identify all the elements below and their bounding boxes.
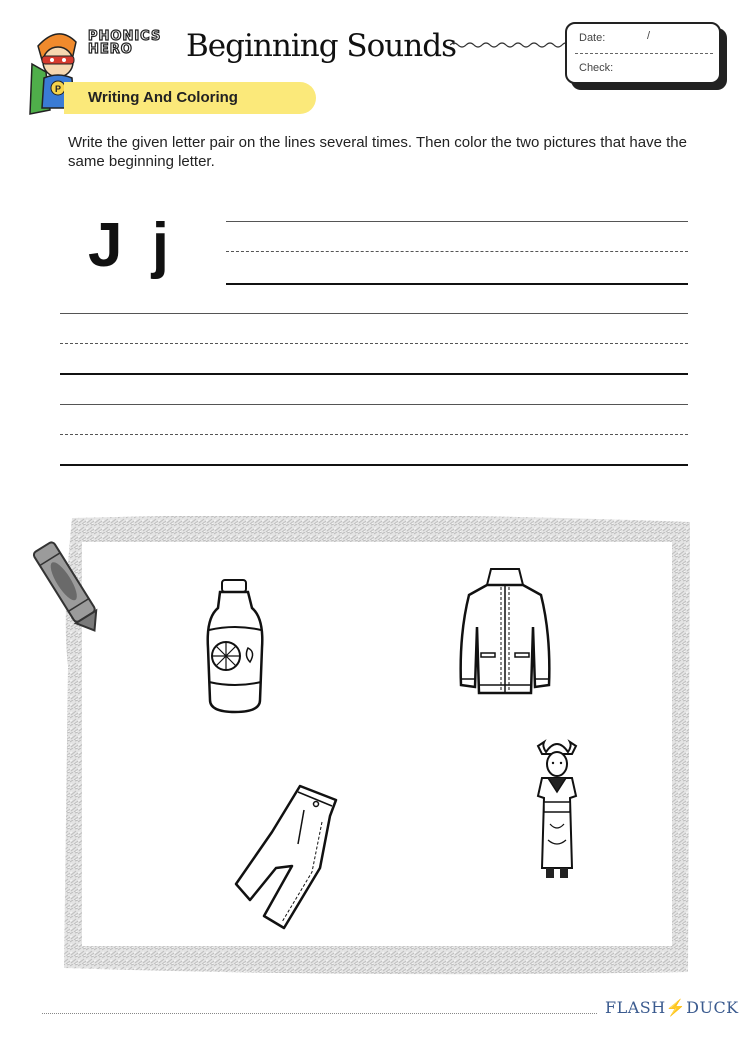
date-check-box [565, 22, 721, 84]
date-label: Date: [579, 32, 606, 44]
logo-text-flash: FLASH [605, 998, 666, 1017]
juice-bottle-icon[interactable] [202, 578, 268, 716]
check-label: Check: [579, 62, 614, 74]
writing-line-top[interactable] [226, 221, 688, 222]
writing-line-base[interactable] [226, 283, 688, 285]
writing-line-top[interactable] [60, 313, 688, 314]
decorative-squiggle [450, 40, 568, 50]
section-banner-label: Writing And Coloring [88, 89, 238, 106]
page-title: Beginning Sounds [186, 28, 456, 64]
logo-text-duck: DUCK [686, 998, 739, 1017]
pants-icon[interactable] [232, 782, 340, 932]
instructions-text: Write the given letter pair on the lines several times. Then color the two pictures that have the same beginning letter. [68, 134, 687, 170]
writing-line-top[interactable] [60, 404, 688, 405]
writing-line-mid[interactable] [226, 251, 688, 252]
brand-line-1: PHONICS [88, 29, 162, 44]
coloring-frame [62, 516, 694, 976]
writing-line-base[interactable] [60, 373, 688, 375]
writing-line-mid[interactable] [60, 343, 688, 344]
svg-text:P: P [55, 84, 62, 94]
brand-logo [88, 30, 161, 56]
writing-line-base[interactable] [60, 464, 688, 466]
date-slash: / [647, 30, 651, 42]
lightning-bolt-icon: ⚡ [665, 998, 687, 1017]
brand-line-2: HERO [88, 42, 133, 57]
flashduck-logo [605, 998, 739, 1017]
writing-line-mid[interactable] [60, 434, 688, 435]
crayon-icon [28, 536, 108, 640]
footer-divider [42, 1013, 597, 1014]
letter-pair: J j [88, 211, 175, 280]
kimono-doll-icon[interactable] [532, 736, 582, 882]
date-divider [575, 53, 713, 54]
jacket-icon[interactable] [455, 565, 555, 703]
